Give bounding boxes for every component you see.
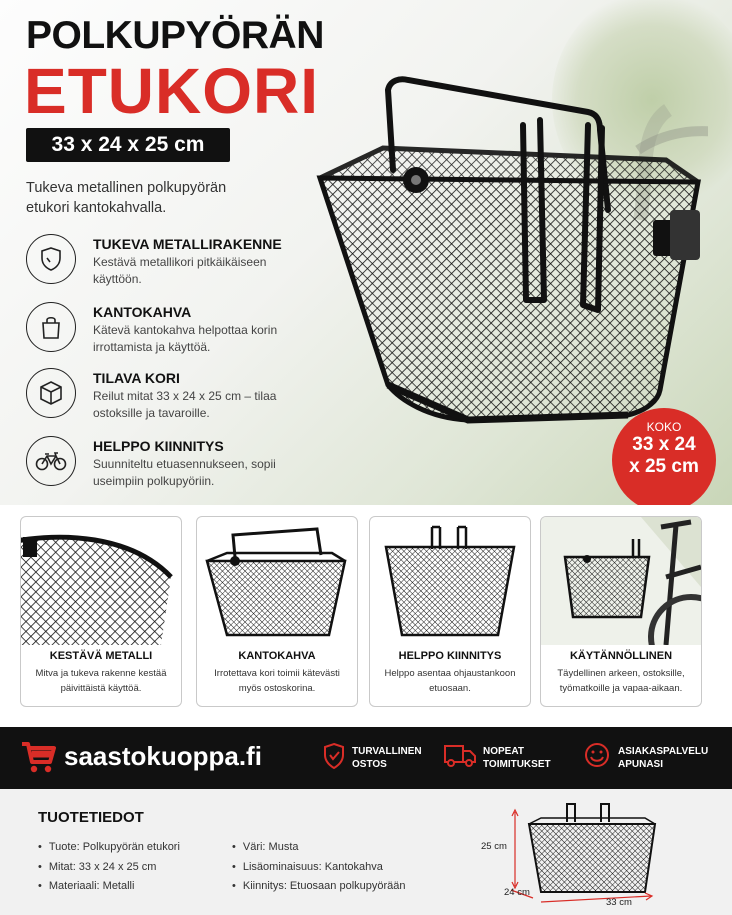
card-title: KESTÄVÄ METALLI	[49, 650, 153, 662]
card-mounting	[369, 516, 531, 707]
bar-item-line2: APUNASI	[618, 759, 664, 770]
basket-with-handle-image	[197, 517, 357, 645]
bar-item-line1: NOPEAT	[483, 746, 524, 757]
basket-closeup-image	[21, 517, 181, 645]
shopping-cart-icon	[20, 738, 56, 774]
info-item: • Kiinnitys: Etuosaan polkupyörään	[232, 880, 406, 892]
feature-metal	[26, 234, 296, 294]
feature-desc: Kätevä kantokahva helpottaa korin irrottamista ja käyttöä.	[93, 323, 278, 354]
dim-width-label: 33 cm	[606, 897, 632, 908]
bar-item-line1: ASIAKASPALVELU	[618, 746, 709, 757]
brand-bar	[0, 727, 732, 789]
feature-desc: Suunniteltu etuasennukseen, sopii useimpiin polkupyöriin.	[93, 457, 276, 488]
box-icon	[26, 368, 76, 418]
intro-text: Tukeva metallinen polkupyörän etukori kantokahvalla.	[26, 180, 227, 216]
card-title: KÄYTÄNNÖLLINEN	[569, 650, 673, 662]
feature-handle	[26, 302, 296, 362]
card-title: HELPPO KIINNITYS	[398, 650, 502, 662]
shield-icon	[26, 234, 76, 284]
bar-item-line1: TURVALLINEN	[352, 746, 422, 757]
card-handle	[196, 516, 358, 707]
feature-desc: Kestävä metallikori pitkäikäiseen käyttöön.	[93, 255, 267, 286]
card-practical	[540, 516, 702, 707]
bag-icon	[26, 302, 76, 352]
product-info-heading: TUOTETIEDOT	[38, 809, 144, 826]
card-durable-metal	[20, 516, 182, 707]
feature-title: KANTOKAHVA	[93, 304, 192, 320]
info-item: • Tuote: Polkupyörän etukori	[38, 841, 180, 853]
dimensions-box: 33 x 24 x 25 cm	[26, 128, 230, 162]
card-desc: Helppo asentaa ohjaustankoon etuosaan.	[384, 668, 516, 694]
bar-item-line2: OSTOS	[352, 759, 387, 770]
title-line-2: ETUKORI	[24, 55, 319, 127]
dim-depth-label: 24 cm	[504, 887, 530, 898]
feature-title: TUKEVA METALLIRAKENNE	[93, 236, 282, 252]
info-item: • Lisäominaisuus: Kantokahva	[232, 861, 383, 873]
product-info-section	[0, 789, 732, 915]
basket-front-image	[370, 517, 530, 645]
bar-item-line2: TOIMITUKSET	[483, 759, 551, 770]
title-line-1: POLKUPYÖRÄN	[26, 14, 324, 57]
feature-desc: Reilut mitat 33 x 24 x 25 cm – tilaa ostoksille ja tavaroille.	[93, 389, 277, 420]
feature-title: HELPPO KIINNITYS	[93, 438, 224, 454]
dimension-diagram	[505, 794, 675, 914]
feature-spacious	[26, 368, 296, 428]
basket-on-bike-image	[541, 517, 701, 645]
badge-line-2: x 25 cm	[629, 456, 699, 477]
info-item: • Väri: Musta	[232, 841, 299, 853]
card-title: KANTOKAHVA	[238, 650, 316, 662]
size-badge	[612, 408, 716, 505]
card-desc: Mitva ja tukeva rakenne kestää päivittäistä käyttöä.	[35, 668, 167, 694]
site-name[interactable]: saastokuoppa.fi	[64, 741, 262, 771]
card-desc: Täydellinen arkeen, ostoksille, työmatkoille ja vapaa-aikaan.	[557, 668, 685, 694]
dim-height-label: 25 cm	[481, 841, 507, 852]
badge-label: KOKO	[646, 420, 682, 434]
info-item: • Materiaali: Metalli	[38, 880, 134, 892]
smiley-icon	[584, 742, 610, 768]
badge-line-1: 33 x 24	[632, 434, 696, 455]
feature-title: TILAVA KORI	[93, 370, 180, 386]
feature-mounting	[26, 436, 296, 496]
truck-icon	[443, 742, 477, 768]
shield-check-icon	[322, 742, 346, 770]
bicycle-icon	[26, 436, 76, 486]
info-item: • Mitat: 33 x 24 x 25 cm	[38, 861, 156, 873]
card-desc: Irrotettava kori toimii kätevästi myös ostoskorina.	[214, 668, 340, 694]
